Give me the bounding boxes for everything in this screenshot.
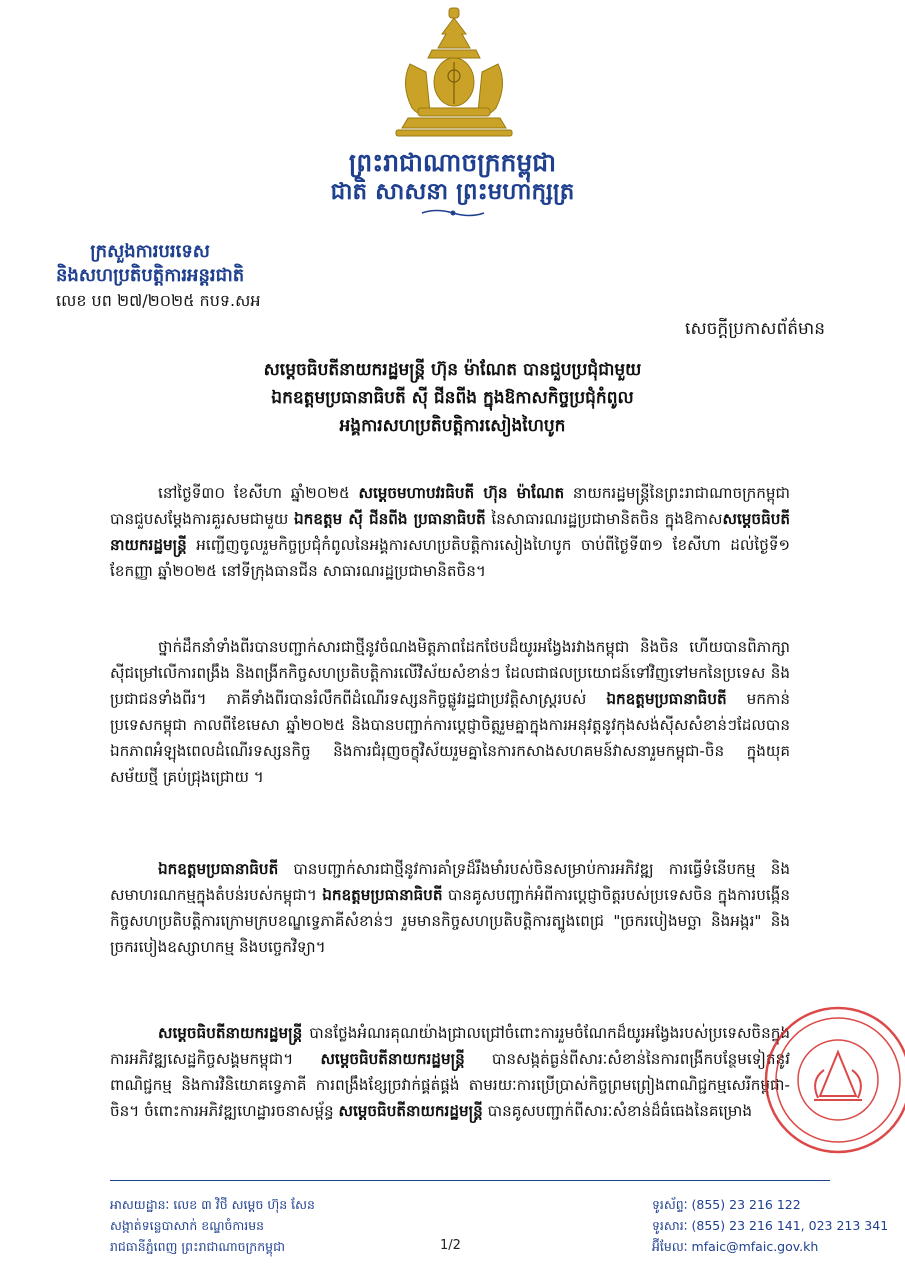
- paragraph-3: [110, 856, 790, 960]
- p4-bold-a: សម្តេចធិបតីនាយករដ្ឋមន្ត្រី: [158, 1024, 303, 1042]
- address-line-3: រាជធានីភ្នំពេញ ព្រះរាជាណាចក្រកម្ពុជា: [110, 1239, 285, 1254]
- p4-text-d: បានសង្កត់ធ្ងន់ពីសារៈសំខាន់នៃការពង្រីកបន្ថែមទៀតនូវពាណិជ្ជកម្ម និងការវិនិយោគទ្វេភាគី ការពង្រឹងខ្សែច្រវាក់ផ្គត់ផ្គង់ តាមរយៈការប្រើប្រាស់កិច្ចព្រមព្រៀងពាណិជ្ជកម្មសេរីកម្ពុជា-ចិន។ ចំពោះការអភិវឌ្ឍហេដ្ឋារចនាសម្ព័ន្ធ: [110, 1050, 791, 1120]
- paragraph-4: [110, 1020, 790, 1124]
- p1-text-g: អញ្ជើញចូលរួមកិច្ចប្រជុំកំពូលនៃអង្គការសហប្រតិបត្តិការសៀងហៃបូក ចាប់ពីថ្ងៃទី៣១ ខែសីហា ដល់ថ្ងៃទី១ ខែកញ្ញា ឆ្នាំ២០២៥ នៅទីក្រុងធានជីន សាធារណរដ្ឋប្រជាមានិតចិន។: [110, 536, 790, 580]
- p4-text-b: បានថ្លែងអំណរគុណយ៉ាងជ្រាលជ្រៅចំពោះការរួមចំណែកដ៏យូរអង្វែងរបស់ប្រទេសចិនក្នុងការអភិវឌ្ឍសេដ្ឋកិច្ចសង្គមកម្ពុជា។: [110, 1024, 790, 1068]
- paragraph-2: [110, 634, 790, 790]
- royal-emblem-icon: [388, 4, 520, 140]
- email-address[interactable]: អ៊ីមែលៈ mfaic@mfaic.gov.kh: [652, 1239, 819, 1254]
- p2-text-c: មកកាន់ប្រទេសកម្ពុជា កាលពីខែមេសា ឆ្នាំ២០២៥ និងបានបញ្ជាក់ការប្តេជ្ញាចិត្តរួមគ្នាក្នុងការអនុវត្តនូវកុងសង់ស៊ីសសំខាន់ៗដែលបានឯកភាពអំឡុងពេលដំណើរទស្សនកិច្ច និងការជំរុញចក្ខុវិស័យរួមគ្នានៃការកសាងសហគមន៍វាសនារួមកម្ពុជា-ចិន ក្នុងយុគសម័យថ្មី គ្រប់ជ្រុងជ្រោយ ។: [110, 690, 790, 786]
- divider-ornament-icon: [420, 207, 486, 219]
- p1-text-e: នៃសាធារណរដ្ឋប្រជាមានិតចិន ក្នុងឱកាស: [485, 510, 723, 528]
- p1-text-a: នៅថ្ងៃទី៣០ ខែសីហា ឆ្នាំ២០២៥: [158, 484, 359, 502]
- footer-address: [110, 1194, 315, 1257]
- p2-text-a: ថ្នាក់ដឹកនាំទាំងពីរបានបញ្ជាក់សារជាថ្មីនូវចំណងមិត្តភាពដែកថែបដ៏យូរអង្វែងរវាងកម្ពុជា និងចិន ហើយបានពិភាក្សាស៊ីជម្រៅលើការពង្រឹង និងពង្រីកកិច្ចសហប្រតិបត្តិការលើវិស័យសំខាន់ៗ ដែលជាផលប្រយោជន៍ទៅវិញទៅមកនៃប្រទេស និងប្រជាជនទាំងពីរ។ ភាគីទាំងពីរបានរំលឹកពីដំណើរទស្សនកិច្ចផ្លូវរដ្ឋជាប្រវត្តិសាស្ត្ររបស់: [110, 638, 790, 708]
- kingdom-motto: ជាតិ សាសនា ព្រះមហាក្សត្រ: [330, 179, 575, 205]
- title-line-2: ឯកឧត្តមប្រធានាធិបតី ស៊ី ជីនពីង ក្នុងឱកាសកិច្ចប្រជុំកំពូល: [271, 388, 634, 408]
- p1-bold-d: ឯកឧត្តម ស៊ី ជីនពីង ប្រធានាធិបតី: [294, 510, 486, 528]
- fax-number: ទូរសារៈ (855) 23 216 141, 023 213 341: [652, 1218, 889, 1233]
- p1-text-c: នាយករដ្ឋមន្ត្រីនៃព្រះរាជាណាចក្រកម្ពុជា បានជួបសម្តែងការគួរសមជាមួយ: [110, 484, 790, 528]
- p4-text-f: បានគូសបញ្ជាក់ពីសារៈសំខាន់ដ៏ធំធេងនៃគម្រោង: [482, 1102, 752, 1120]
- document-type: សេចក្តីប្រកាសព័ត៌មាន: [685, 319, 825, 339]
- p1-bold-b: សម្តេចមហាបវរធិបតី ហ៊ុន ម៉ាណែត: [358, 484, 565, 502]
- p4-bold-e: សម្តេចធិបតីនាយករដ្ឋមន្ត្រី: [338, 1102, 483, 1120]
- phone-number: ទូរស័ព្ទៈ (855) 23 216 122: [652, 1197, 801, 1212]
- title-line-1: សម្តេចធិបតីនាយករដ្ឋមន្ត្រី ហ៊ុន ម៉ាណែត បានជួបប្រជុំជាមួយ: [263, 360, 642, 380]
- title-line-3: អង្គការសហប្រតិបត្តិការសៀងហៃបូក: [339, 416, 566, 436]
- footer-divider: [110, 1180, 830, 1181]
- ministry-line-1: ក្រសួងការបរទេស: [90, 241, 210, 262]
- reference-number: លេខ បព ២៧/២០២៥ កបទ.សអ: [56, 291, 261, 310]
- paragraph-1: [110, 480, 790, 584]
- p2-bold-b: ឯកឧត្តមប្រធានាធិបតី: [606, 690, 727, 708]
- p1-bold-f: សម្តេចធិបតីនាយករដ្ឋមន្ត្រី: [110, 510, 790, 554]
- document-title: [140, 356, 765, 440]
- p3-bold-a: ឯកឧត្តមប្រធានាធិបតី: [158, 860, 279, 878]
- address-line-1: អាសយដ្ឋានៈ លេខ ៣ វិថី សម្តេច ហ៊ុន សែន: [110, 1197, 315, 1212]
- p3-bold-c: ឯកឧត្តមប្រធានាធិបតី: [322, 886, 443, 904]
- ministry-name: [56, 240, 244, 288]
- p3-text-b: បានបញ្ជាក់សារជាថ្មីនូវការគាំទ្រដ៏រឹងមាំរបស់ចិនសម្រាប់ការអភិវឌ្ឍ ការធ្វើទំនើបកម្ម និងសមាហរណកម្មក្នុងតំបន់របស់កម្ពុជា។: [110, 860, 790, 904]
- page-number: 1/2: [440, 1238, 461, 1253]
- p3-text-d: បានគូសបញ្ជាក់អំពីការប្តេជ្ញាចិត្តរបស់ប្រទេសចិន ក្នុងការបង្កើនកិច្ចសហប្រតិបត្តិការក្រោមក្របខណ្ឌទ្វេភាគីសំខាន់ៗ រួមមានកិច្ចសហប្រតិបត្តិការត្បូងពេជ្រ "ច្រករបៀងមច្ឆា និងអង្ករ" និងច្រករបៀងឧស្សាហកម្ម និងបច្ចេកវិទ្យា។: [110, 886, 790, 956]
- official-seal-icon: [760, 1000, 905, 1160]
- kingdom-name: ព្រះរាជាណាចក្រកម្ពុជា: [348, 148, 557, 177]
- ministry-line-2: និងសហប្រតិបត្តិការអន្តរជាតិ: [56, 265, 245, 286]
- footer-contact: [652, 1194, 888, 1257]
- p4-bold-c: សម្តេចធិបតីនាយករដ្ឋមន្ត្រី: [320, 1050, 465, 1068]
- address-line-2: សង្កាត់ទន្លេបាសាក់ ខណ្ឌចំការមន: [110, 1218, 265, 1233]
